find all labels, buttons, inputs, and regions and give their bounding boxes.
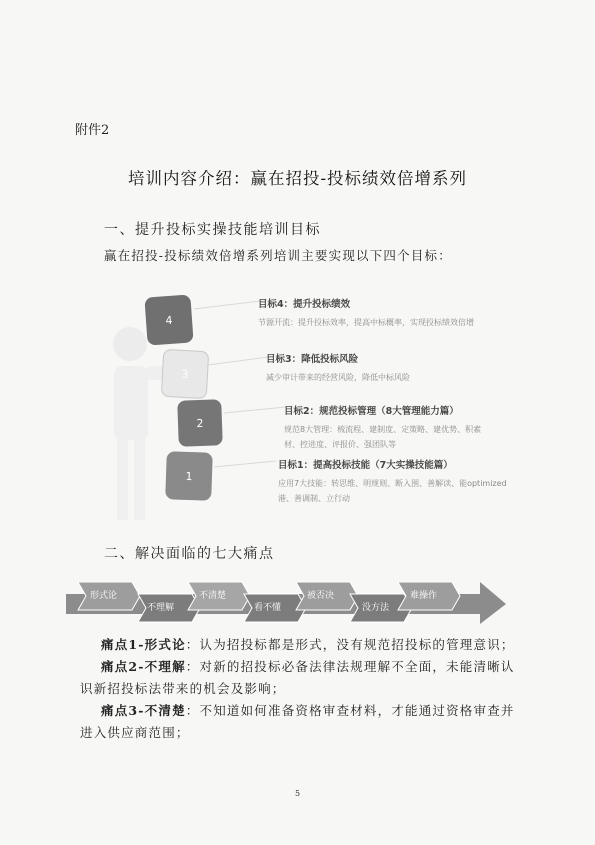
pain-point-2-label: 痛点2-不理解 <box>101 659 186 674</box>
pain-tile-6: 没方法 <box>362 603 390 613</box>
section1-heading: 一、提升投标实操技能培训目标 <box>104 222 321 238</box>
section1-intro: 赢在招投-投标绩效倍增系列培训主要实现以下四个目标： <box>104 248 452 263</box>
goal-4-desc: 节源开流：提升投标效率，提高中标概率，实现投标绩效倍增 <box>258 318 474 327</box>
pain-tile-2: 不理解 <box>147 603 175 613</box>
goal-block-4: 4 <box>144 294 193 345</box>
pain-tile-4: 看不懂 <box>254 603 282 613</box>
pain-point-1 <box>80 634 520 656</box>
section2-heading: 二、解决面临的七大痛点 <box>104 546 275 562</box>
pain-tile-7: 难操作 <box>410 591 438 601</box>
pain-tile-1: 形式论 <box>90 591 118 601</box>
goal-4-title: 目标4：提升投标绩效 <box>258 299 351 310</box>
goal-block-1: 1 <box>165 451 213 501</box>
goal-block-2: 2 <box>177 399 223 447</box>
goal-2-title: 目标2：规范投标管理（8大管理能力篇） <box>284 406 459 417</box>
goal-3-desc: 减少审计带来的经营风险，降低中标风险 <box>266 373 410 382</box>
goal-2-desc-line2: 材、控进度、评报价、强团队等 <box>284 440 396 449</box>
goal-3-title: 目标3：降低投标风险 <box>266 354 359 365</box>
pain-point-3 <box>80 700 520 744</box>
document-title: 培训内容介绍：赢在招投-投标绩效倍增系列 <box>127 169 468 188</box>
goal-1-desc-line2: 港、善调制、立行动 <box>278 494 350 503</box>
goal-block-3: 3 <box>161 349 209 399</box>
attachment-label: 附件2 <box>75 123 110 138</box>
goal-2-desc-line1: 规范8大管理：梳流程、建制度、定策略、建优势、积素 <box>284 425 482 434</box>
person-silhouette-icon <box>88 318 168 528</box>
pain-tile-3: 不清楚 <box>199 591 227 601</box>
goal-1-desc-line1: 应用7大技能：转思维、明规则、断入围、善解读、能optimized <box>278 479 507 488</box>
pain-point-2-text: ：对新的招投标必备法律法规理解不全面，未能清晰认识新招投标法带来的机会及影响； <box>80 659 515 696</box>
pain-point-3-text: ：不知道如何准备资格审查材料，才能通过资格审查并进入供应商范围； <box>80 703 515 740</box>
arrow-bar-shape <box>66 578 506 628</box>
pain-point-1-text: ：认为招投标都是形式，没有规范招投标的管理意识； <box>185 637 515 652</box>
pain-point-1-label: 痛点1-形式论 <box>101 637 186 652</box>
pain-point-3-label: 痛点3-不清楚 <box>101 703 186 718</box>
pain-tile-5: 被否决 <box>307 591 335 601</box>
page-number: 5 <box>294 789 301 798</box>
pain-point-2 <box>80 656 520 700</box>
goal-1-title: 目标1：提高投标技能（7大实操技能篇） <box>278 460 453 471</box>
